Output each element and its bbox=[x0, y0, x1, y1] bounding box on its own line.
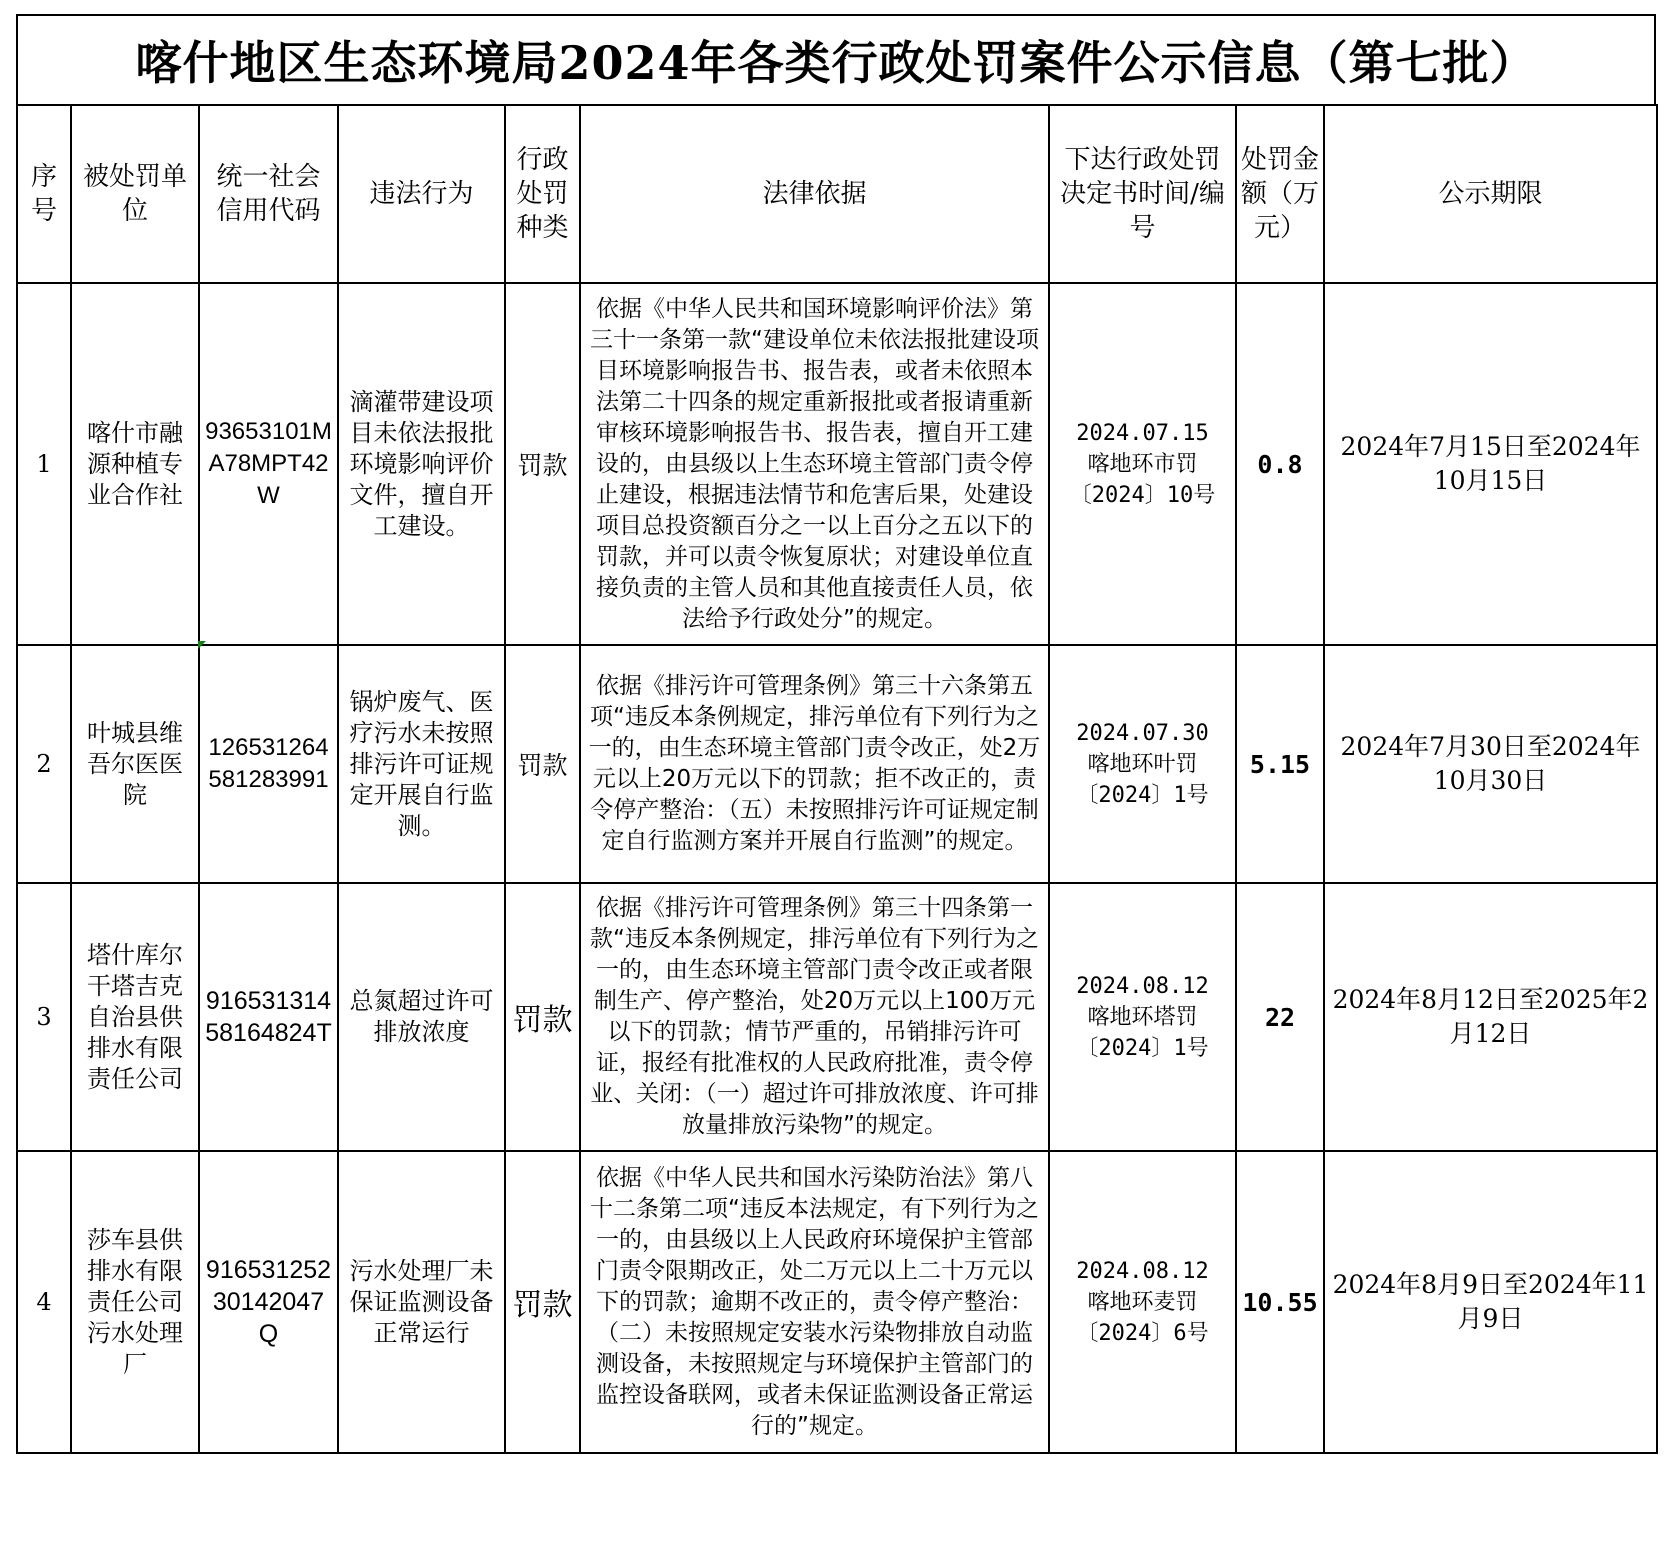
row-penalty-kind: 罚款 bbox=[505, 1151, 580, 1453]
row-decision bbox=[1049, 883, 1236, 1151]
row-decision-date: 2024.07.30 bbox=[1076, 720, 1209, 746]
row-credit-code: 91653131458164824T bbox=[199, 883, 338, 1151]
row-amount: 0.8 bbox=[1236, 283, 1324, 645]
row-decision bbox=[1049, 283, 1236, 645]
row-decision-number: 喀地环麦罚〔2024〕6号 bbox=[1076, 1289, 1209, 1346]
header-kind: 行政处罚种类 bbox=[505, 105, 580, 283]
header-law: 法律依据 bbox=[580, 105, 1049, 283]
row-period: 2024年7月30日至2024年10月30日 bbox=[1324, 645, 1657, 883]
row-decision bbox=[1049, 645, 1236, 883]
row-amount: 5.15 bbox=[1236, 645, 1324, 883]
row-credit-code: 93653101MA78MPT42W bbox=[199, 283, 338, 645]
row-penalty-kind: 罚款 bbox=[505, 283, 580, 645]
row-decision bbox=[1049, 1151, 1236, 1453]
header-period: 公示期限 bbox=[1324, 105, 1657, 283]
cell-comment-marker bbox=[198, 641, 206, 649]
row-decision-date: 2024.08.12 bbox=[1076, 1258, 1209, 1284]
row-amount: 10.55 bbox=[1236, 1151, 1324, 1453]
table-row bbox=[17, 283, 1657, 645]
row-decision-number: 喀地环市罚〔2024〕10号 bbox=[1069, 451, 1216, 508]
row-period: 2024年8月9日至2024年11月9日 bbox=[1324, 1151, 1657, 1453]
row-credit-code: 91653125230142047Q bbox=[199, 1151, 338, 1453]
row-unit: 喀什市融源种植专业合作社 bbox=[71, 283, 199, 645]
row-legal-basis: 依据《排污许可管理条例》第三十六条第五项“违反本条例规定，排污单位有下列行为之一的，由生态环境主管部门责令改正，处2万元以上20万元以下的罚款；拒不改正的，责令停产整治：（五）未按照排污许可证规定制定自行监测方案并开展自行监测”的规定。 bbox=[580, 645, 1049, 883]
row-unit: 叶城县维吾尔医医院 bbox=[71, 645, 199, 883]
table-row bbox=[17, 883, 1657, 1151]
header-amount: 处罚金额（万元） bbox=[1236, 105, 1324, 283]
header-violation: 违法行为 bbox=[338, 105, 505, 283]
row-unit: 莎车县供排水有限责任公司污水处理厂 bbox=[71, 1151, 199, 1453]
row-decision-number: 喀地环叶罚〔2024〕1号 bbox=[1076, 751, 1209, 808]
row-violation: 锅炉废气、医疗污水未按照排污许可证规定开展自行监测。 bbox=[338, 645, 505, 883]
row-seq: 1 bbox=[17, 283, 71, 645]
row-violation: 总氮超过许可排放浓度 bbox=[338, 883, 505, 1151]
header-code: 统一社会信用代码 bbox=[199, 105, 338, 283]
header-row bbox=[17, 105, 1657, 283]
row-legal-basis: 依据《排污许可管理条例》第三十四条第一款“违反本条例规定，排污单位有下列行为之一的，由生态环境主管部门责令改正或者限制生产、停产整治，处20万元以上100万元以下的罚款；情节严重的，吊销排污许可证，报经有批准权的人民政府批准，责令停业、关闭：（一）超过许可排放浓度、许可排放量排放污染物”的规定。 bbox=[580, 883, 1049, 1151]
row-decision-date: 2024.07.15 bbox=[1076, 420, 1209, 446]
page-title: 喀什地区生态环境局2024年各类行政处罚案件公示信息（第七批） bbox=[16, 14, 1656, 104]
row-penalty-kind: 罚款 bbox=[505, 883, 580, 1151]
row-violation: 污水处理厂未保证监测设备正常运行 bbox=[338, 1151, 505, 1453]
row-period: 2024年7月15日至2024年10月15日 bbox=[1324, 283, 1657, 645]
header-decision: 下达行政处罚决定书时间/编号 bbox=[1049, 105, 1236, 283]
row-credit-code: 126531264581283991 bbox=[199, 645, 338, 883]
row-amount: 22 bbox=[1236, 883, 1324, 1151]
row-seq: 3 bbox=[17, 883, 71, 1151]
row-decision-number: 喀地环塔罚〔2024〕1号 bbox=[1076, 1004, 1209, 1061]
header-seq: 序号 bbox=[17, 105, 71, 283]
row-decision-date: 2024.08.12 bbox=[1076, 973, 1209, 999]
row-legal-basis: 依据《中华人民共和国水污染防治法》第八十二条第二项“违反本法规定，有下列行为之一的，由县级以上人民政府环境保护主管部门责令限期改正，处二万元以上二十万元以下的罚款；逾期不改正的，责令停产整治：（二）未按照规定安装水污染物排放自动监测设备，未按照规定与环境保护主管部门的监控设备联网，或者未保证监测设备正常运行的”规定。 bbox=[580, 1151, 1049, 1453]
row-violation: 滴灌带建设项目未依法报批环境影响评价文件，擅自开工建设。 bbox=[338, 283, 505, 645]
row-seq: 2 bbox=[17, 645, 71, 883]
header-unit: 被处罚单位 bbox=[71, 105, 199, 283]
table-row bbox=[17, 1151, 1657, 1453]
row-unit: 塔什库尔干塔吉克自治县供排水有限责任公司 bbox=[71, 883, 199, 1151]
penalty-table bbox=[16, 104, 1658, 1454]
row-period: 2024年8月12日至2025年2月12日 bbox=[1324, 883, 1657, 1151]
row-seq: 4 bbox=[17, 1151, 71, 1453]
table-row bbox=[17, 645, 1657, 883]
row-penalty-kind: 罚款 bbox=[505, 645, 580, 883]
row-legal-basis: 依据《中华人民共和国环境影响评价法》第三十一条第一款“建设单位未依法报批建设项目环境影响报告书、报告表，或者未依照本法第二十四条的规定重新报批或者报请重新审核环境影响报告书、报告表，擅自开工建设的，由县级以上生态环境主管部门责令停止建设，根据违法情节和危害后果，处建设项目总投资额百分之一以上百分之五以下的罚款，并可以责令恢复原状；对建设单位直接负责的主管人员和其他直接责任人员，依法给予行政处分”的规定。 bbox=[580, 283, 1049, 645]
